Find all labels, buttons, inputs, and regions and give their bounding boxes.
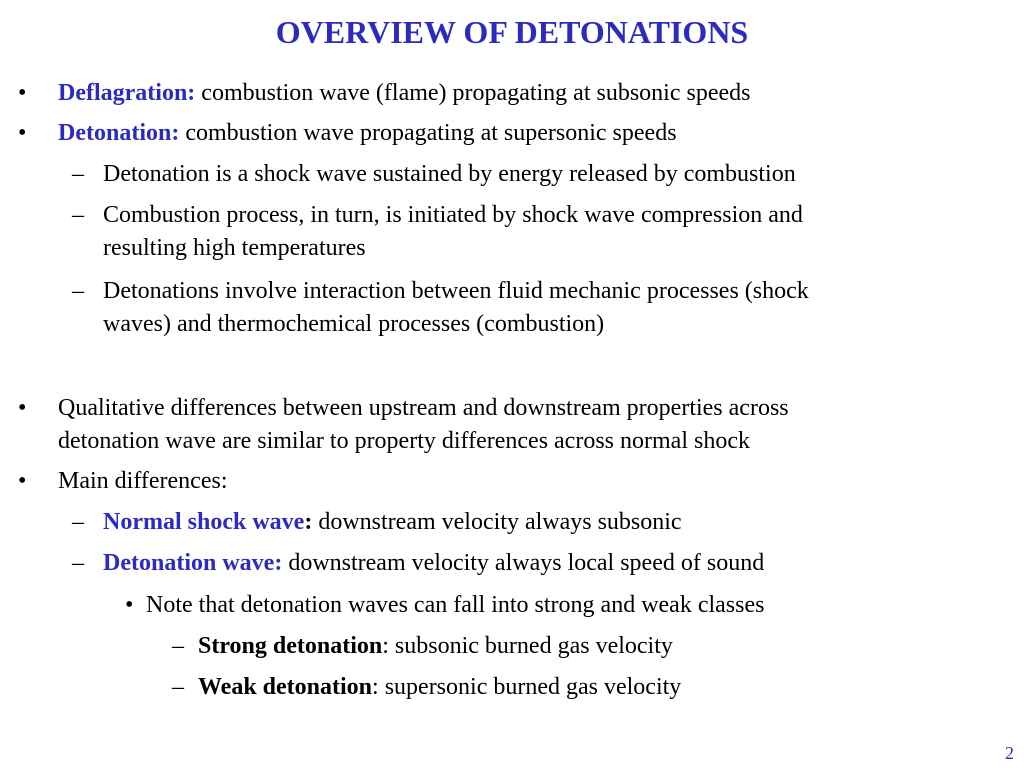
sub-bullet-detonation-wave <box>103 547 764 580</box>
sub-sub-bullet-classes: Note that detonation waves can fall into strong and weak classes <box>146 592 765 618</box>
bullet-qualitative-line1: Qualitative differences between upstream and downstream properties across <box>58 395 789 421</box>
term-normal-shock-wave: Normal shock wave <box>103 509 305 535</box>
bullet-text: : supersonic burned gas velocity <box>372 674 682 700</box>
dash-marker: – <box>72 550 84 576</box>
dash-marker: – <box>72 202 84 228</box>
weak-detonation-item <box>198 671 681 704</box>
term-detonation: Detonation: <box>58 120 180 146</box>
term-weak-detonation: Weak detonation <box>198 674 373 700</box>
bullet-detonation <box>58 117 677 150</box>
bullet-text: downstream velocity always subsonic <box>312 509 682 535</box>
bullet-marker-level3: • <box>125 592 134 618</box>
sub-bullet-shock-wave: Detonation is a shock wave sustained by energy released by combustion <box>103 161 796 187</box>
bullet-text: combustion wave propagating at supersonic speeds <box>179 120 677 146</box>
bullet-text: : subsonic burned gas velocity <box>382 633 673 659</box>
bullet-text: downstream velocity always local speed of sound <box>282 550 765 576</box>
sub-bullet-interaction-line2: waves) and thermochemical processes (combustion) <box>103 311 605 337</box>
dash-marker: – <box>72 161 84 187</box>
dash-marker: – <box>172 674 184 700</box>
sub-bullet-interaction-line1: Detonations involve interaction between fluid mechanic processes (shock <box>103 278 809 304</box>
bullet-marker: • <box>18 80 27 106</box>
dash-marker: – <box>172 633 184 659</box>
term-deflagration: Deflagration: <box>58 80 196 106</box>
bullet-qualitative-line2: detonation wave are similar to property differences across normal shock <box>58 428 750 454</box>
dash-marker: – <box>72 278 84 304</box>
bullet-marker: • <box>18 468 27 494</box>
dash-marker: – <box>72 509 84 535</box>
term-detonation-wave: Detonation wave: <box>103 550 283 576</box>
bullet-main-differences: Main differences: <box>58 468 228 494</box>
bullet-marker: • <box>18 395 27 421</box>
sub-bullet-combustion-line2: resulting high temperatures <box>103 235 366 261</box>
strong-detonation-item <box>198 630 673 663</box>
bullet-deflagration <box>58 77 750 110</box>
term-colon: : <box>304 509 313 535</box>
sub-bullet-combustion-line1: Combustion process, in turn, is initiated by shock wave compression and <box>103 202 803 228</box>
page-number: 2 <box>1005 743 1014 763</box>
term-strong-detonation: Strong detonation <box>198 633 383 659</box>
slide-title: OVERVIEW OF DETONATIONS <box>275 14 749 50</box>
bullet-marker: • <box>18 120 27 146</box>
bullet-text: combustion wave (flame) propagating at subsonic speeds <box>195 80 751 106</box>
sub-bullet-normal-shock <box>103 506 682 539</box>
